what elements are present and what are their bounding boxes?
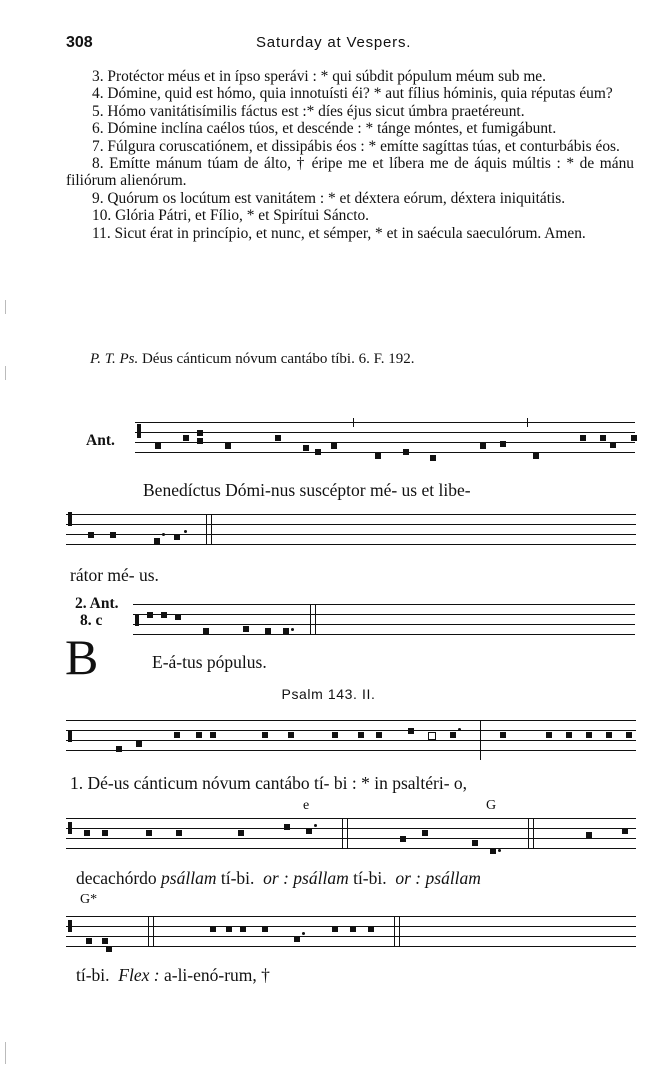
chant-note (238, 830, 244, 836)
antiphon-lyrics: Benedíctus Dómi-nus suscéptor mé- us et libe- (143, 480, 471, 500)
chant-note (315, 449, 321, 455)
psalm-title: Psalm 143. II. (281, 686, 376, 702)
psalm-reference (90, 351, 414, 368)
chant-staff-line (66, 848, 636, 849)
chant-note (161, 612, 167, 618)
chant-note (586, 832, 592, 838)
chant-note (102, 938, 108, 944)
chant-note (275, 435, 281, 441)
chant-note (331, 443, 337, 449)
chant-note (358, 732, 364, 738)
chant-note (225, 443, 231, 449)
chant-bar-line (206, 514, 207, 544)
chant-staff-line (66, 750, 636, 751)
chant-note (303, 445, 309, 451)
chant-clef (137, 424, 141, 438)
chant-note (210, 926, 216, 932)
chant-note (306, 828, 312, 834)
chant-staff-line (66, 818, 636, 819)
chant-bar-line (394, 916, 395, 946)
chant-note (533, 453, 539, 459)
chant-note (174, 732, 180, 738)
ending-label: G* (80, 892, 98, 907)
chant-note (600, 435, 606, 441)
chant-dot (184, 530, 187, 533)
chant-note (136, 741, 142, 747)
chant-clef (68, 730, 72, 742)
chant-note (408, 728, 414, 734)
psalm-lyrics-line (76, 868, 481, 889)
lyric: tí-bi. (220, 868, 255, 888)
chant-bar-line (310, 604, 311, 634)
chant-bar-line (533, 818, 534, 848)
chant-note (430, 455, 436, 461)
chant-note (262, 732, 268, 738)
chant-note (106, 946, 112, 952)
chant-bar-line (347, 818, 348, 848)
chant-bar-line (353, 418, 354, 427)
psalm-lyrics-line (76, 965, 270, 986)
lyric: psállam (161, 868, 217, 888)
chant-note (490, 848, 496, 854)
chant-note (147, 612, 153, 618)
chant-note (86, 938, 92, 944)
verse: 7. Fúlgura coruscatiónem, et dissipábis éos : * emítte sagíttas túas, et conturbábis éos. (92, 137, 620, 155)
chant-note (226, 926, 232, 932)
chant-staff-line (66, 544, 636, 545)
ending-label: e (303, 798, 310, 813)
chant-note (203, 628, 209, 634)
chant-dot (458, 728, 461, 731)
chant-staff-line (133, 624, 635, 625)
chant-note (262, 926, 268, 932)
chant-note (586, 732, 592, 738)
chant-note (210, 732, 216, 738)
chant-note (154, 538, 160, 544)
chant-staff-line (66, 936, 636, 937)
margin-mark (5, 366, 6, 380)
chant-note (288, 732, 294, 738)
antiphon-label: Ant. (86, 432, 115, 449)
psalm-verses (66, 68, 634, 242)
flex-label: Flex : (118, 965, 160, 985)
chant-note (622, 828, 628, 834)
running-head: Saturday at Vespers. (256, 34, 412, 51)
chant-staff-line (66, 534, 636, 535)
chant-staff-line (66, 946, 636, 947)
chant-note (102, 830, 108, 836)
lyric: or : psállam (263, 868, 349, 888)
chant-note (610, 442, 616, 448)
chant-note (176, 830, 182, 836)
margin-mark (5, 300, 6, 314)
chant-note (606, 732, 612, 738)
page-header (66, 34, 632, 58)
chant-staff (133, 600, 635, 644)
chant-clef (135, 614, 139, 626)
chant-staff-line (66, 514, 636, 515)
chant-note (110, 532, 116, 538)
chant-dot (162, 533, 165, 536)
psalm-lyrics: 1. Dé-us cánticum nóvum cantábo tí- bi : * in psaltéri- o, (70, 773, 468, 793)
chant-bar-line (148, 916, 149, 946)
lyric: decachórdo (76, 868, 157, 888)
chant-staff-line (135, 422, 635, 423)
chant-bar-line (480, 720, 481, 760)
chant-staff-line (66, 828, 636, 829)
chant-bar-line (528, 818, 529, 848)
chant-note (116, 746, 122, 752)
lyric: or : psállam (395, 868, 481, 888)
chant-dot (291, 628, 294, 631)
verse: 9. Quórum os locútum est vanitátem : * et déxtera eórum, déxtera iniquitátis. (92, 189, 566, 207)
margin-mark (5, 1042, 6, 1064)
antiphon-lyrics: E-á-tus pópulus. (152, 652, 267, 672)
chant-note (84, 830, 90, 836)
verse: 4. Dómine, quid est hómo, quia innotuísti éi? * aut fílius hóminis, quia réputas éum? (92, 85, 613, 103)
drop-cap: B (65, 629, 99, 685)
chant-note (626, 732, 632, 738)
antiphon-label: 2. Ant. (75, 595, 119, 612)
reference-text: Déus cánticum nóvum cantábo tíbi. 6. F. 192. (141, 351, 415, 367)
chant-staff-line (133, 634, 635, 635)
chant-note (284, 824, 290, 830)
lyric: tí-bi. (76, 965, 110, 985)
chant-note (243, 626, 249, 632)
chant-note (175, 614, 181, 620)
chant-note (631, 435, 637, 441)
chant-note (294, 936, 300, 942)
verse: 8. Emítte mánum túam de álto, † éripe me et líbera me de áquis múltis : * de mánu filiórum alienórum. (66, 155, 634, 190)
chant-bar-line (315, 604, 316, 634)
verse: 11. Sicut érat in princípio, et nunc, et sémper, * et in saécula saeculórum. Amen. (92, 224, 586, 242)
chant-staff (66, 912, 636, 956)
chant-note (240, 926, 246, 932)
chant-staff-line (66, 720, 636, 721)
chant-clef (68, 920, 72, 932)
chant-note (472, 840, 478, 846)
lyric: a-li-enó-rum, † (163, 965, 270, 985)
chant-staff-line (66, 916, 636, 917)
chant-note (480, 443, 486, 449)
chant-note (375, 453, 381, 459)
chant-staff-line (66, 740, 636, 741)
chant-note (580, 435, 586, 441)
chant-bar-line (153, 916, 154, 946)
chant-note (546, 732, 552, 738)
chant-note (196, 732, 202, 738)
chant-note (500, 732, 506, 738)
lyric: tí-bi. (353, 868, 387, 888)
chant-note (332, 926, 338, 932)
chant-note (500, 441, 506, 447)
chant-staff-line (135, 442, 635, 443)
chant-staff-line (133, 614, 635, 615)
chant-staff-line (66, 838, 636, 839)
ending-label: G (486, 798, 497, 813)
chant-note (332, 732, 338, 738)
chant-note (146, 830, 152, 836)
chant-staff (66, 814, 636, 858)
chant-note (376, 732, 382, 738)
antiphon-lyrics: rátor mé- us. (70, 565, 159, 585)
reference-prefix: P. T. Ps. (90, 351, 139, 367)
chant-staff-line (66, 730, 636, 731)
chant-bar-line (342, 818, 343, 848)
chant-staff-line (135, 452, 635, 453)
chant-note (368, 926, 374, 932)
verse: 5. Hómo vanitátisímilis fáctus est :* díes éjus sicut úmbra praetéreunt. (92, 102, 525, 120)
chant-staff (66, 510, 636, 550)
chant-note (400, 836, 406, 842)
chant-staff-line (66, 524, 636, 525)
chant-note (428, 732, 436, 740)
chant-note (403, 449, 409, 455)
chant-note (450, 732, 456, 738)
chant-note (183, 435, 189, 441)
chant-dot (314, 824, 317, 827)
verse: 3. Protéctor méus et in ípso sperávi : * qui súbdit pópulum méum sub me. (92, 68, 546, 85)
chant-note (283, 628, 289, 634)
antiphon-mode: 8. c (80, 612, 103, 629)
chant-note (155, 443, 161, 449)
chant-staff-line (135, 432, 635, 433)
chant-note (197, 430, 203, 436)
chant-bar-line (211, 514, 212, 544)
chant-note (350, 926, 356, 932)
chant-note (566, 732, 572, 738)
chant-dot (302, 932, 305, 935)
chant-bar-line (527, 418, 528, 427)
chant-staff (66, 716, 636, 760)
chant-clef (68, 822, 72, 834)
chant-note (197, 438, 203, 444)
page-number: 308 (66, 34, 93, 51)
verse: 6. Dómine inclína caélos túos, et descénde : * tánge móntes, et fumigábunt. (92, 120, 557, 138)
chant-note (422, 830, 428, 836)
chant-note (174, 534, 180, 540)
chant-note (88, 532, 94, 538)
chant-staff (135, 418, 635, 458)
chant-staff-line (133, 604, 635, 605)
chant-dot (498, 849, 501, 852)
chant-bar-line (399, 916, 400, 946)
chant-clef (68, 512, 72, 526)
verse: 10. Glória Pátri, et Fílio, * et Spirítui Sáncto. (92, 207, 370, 225)
chant-note (265, 628, 271, 634)
